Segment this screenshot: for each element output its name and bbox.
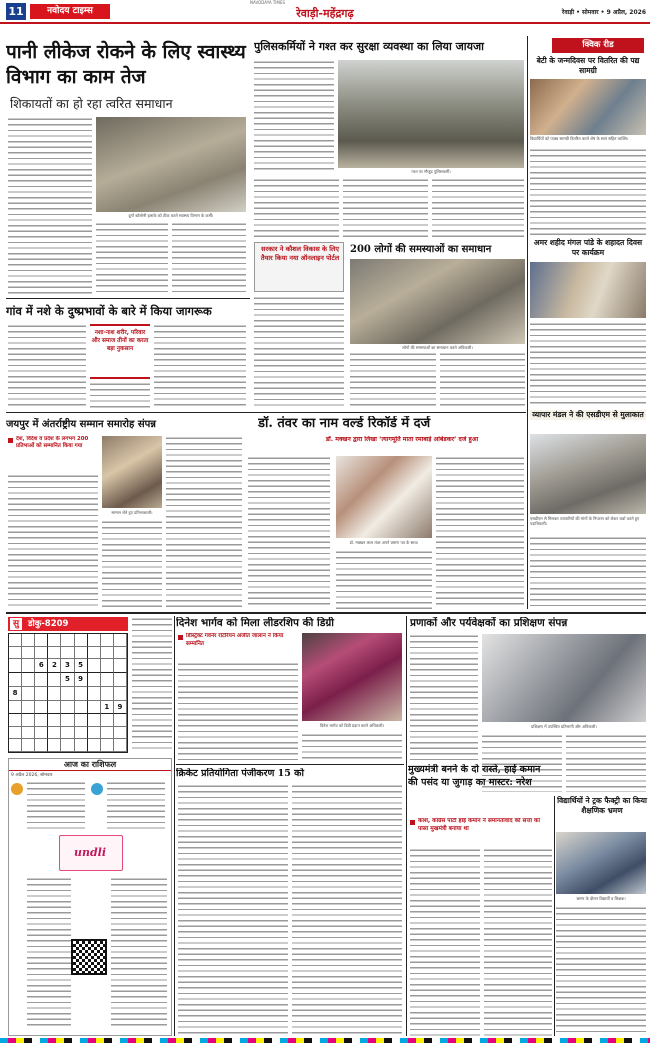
print-color-strip (0, 1038, 650, 1043)
sudoku-cell (22, 647, 35, 660)
cricket-text-col2 (292, 784, 402, 1036)
police-text-col2 (254, 178, 339, 240)
sudoku-cell (35, 647, 48, 660)
tanwar-headline: डॉ. तंवर का नाम वर्ल्ड रिकॉर्ड में दर्ज (258, 416, 431, 431)
sudoku-cell (75, 687, 88, 701)
police-photo (338, 60, 524, 168)
tanwar-text-col3 (436, 456, 524, 609)
police-text-col4 (432, 178, 524, 240)
tanwar-text-col2 (336, 550, 432, 609)
problems-photo (350, 259, 525, 344)
sudoku-cell (88, 739, 101, 752)
sudoku-cell (9, 673, 22, 687)
top-tiny-label: NAVODAYA TIMES (250, 0, 286, 5)
sarkar-text-2 (254, 358, 344, 408)
horoscope-col-left (27, 781, 85, 829)
sudoku-cell (61, 739, 74, 752)
sudoku-cell: 8 (9, 687, 22, 701)
cm-headline: मुख्यमंत्री बनने के दो रास्ते, हाई कमान की पसंद या जुगाड़ का मास्टर: नरेश (408, 764, 541, 788)
sudoku-cell: 3 (61, 659, 74, 673)
problems-caption: लोगों की समस्याओं का समाधान करते अधिकारी। (402, 345, 473, 350)
sudoku-cell (48, 714, 61, 727)
kundli-logo: undli (74, 846, 107, 859)
sudoku-cell (88, 673, 101, 687)
sudoku-cell (9, 714, 22, 727)
quick-read-label: क्विक रीड (552, 38, 644, 53)
police-text-col1 (254, 60, 334, 170)
sudoku-cell (35, 673, 48, 687)
sudoku-cell (48, 647, 61, 660)
sudoku-cell (101, 634, 114, 647)
horoscope-col-right-lower (111, 877, 167, 1027)
sudoku-cell (35, 701, 48, 715)
students-photo (556, 832, 646, 894)
problems-text-col1 (350, 352, 436, 408)
sidebar-divider (527, 36, 528, 609)
quick-read-text (530, 148, 646, 236)
jaipur-top-rule (6, 412, 526, 413)
students-headline: विद्यार्थियों ने ट्रक फैक्ट्री का किया शैक्षणिक भ्रमण (557, 796, 647, 815)
sudoku-cell (101, 673, 114, 687)
cricket-text-col1 (178, 784, 288, 1036)
jaipur-photo (102, 436, 162, 508)
sudoku-cell (114, 727, 127, 740)
paper-logo: नवोदय टाइम्स (30, 4, 110, 19)
sudoku-cell (9, 701, 22, 715)
horoscope-col-left-lower (27, 877, 71, 1027)
sudoku-cell (9, 647, 22, 660)
lead-headline: पानी लीकेज रोकने के लिए स्वास्थ्य विभाग का काम तेज (6, 41, 246, 88)
jaipur-caption: सम्मान लेते हुए प्रतिभाशाली। (111, 510, 153, 515)
sudoku-cell (101, 647, 114, 660)
page-number: 11 (6, 3, 26, 20)
training-caption: प्रशिक्षण में उपस्थित प्रतिभागी और अधिकारी। (531, 724, 597, 729)
sudoku-cell (35, 634, 48, 647)
cm-sub-mark (410, 820, 415, 825)
sudoku-cell (35, 714, 48, 727)
drugs-pullquote (90, 324, 150, 379)
sudoku-cell (9, 634, 22, 647)
lead-photo-caption: दुर्गा कॉलोनी इलाके को ठीक करते स्वास्थ्य विभाग के कर्मी। (128, 213, 214, 218)
jaipur-bullet (8, 436, 98, 470)
sudoku-cell (9, 659, 22, 673)
horoscope-sign-icon (91, 783, 103, 795)
sudoku-cell: 9 (75, 673, 88, 687)
sudoku-cell (48, 687, 61, 701)
horoscope-box (8, 758, 172, 1036)
bottom-section-rule (6, 612, 646, 614)
jaipur-bullet-mark (8, 438, 13, 443)
sudoku-cell: 1 (101, 701, 114, 715)
cm-sub-text: काश, कांग्रेस पार्टी हाई कमान ने समानतावाद को सत्ता का पासा मुखमंत्री बनाया था (418, 818, 540, 832)
sudoku-cell (35, 727, 48, 740)
sudoku-cell (88, 659, 101, 673)
problems-headline: 200 लोगों की समस्याओं का समाधान (350, 244, 492, 255)
sudoku-cell (88, 634, 101, 647)
students-text (556, 906, 646, 1036)
sudoku-cell (22, 673, 35, 687)
sudoku-cell (61, 634, 74, 647)
police-text-col3 (343, 178, 428, 240)
kundli-qr-code (71, 939, 107, 975)
bottom-divider-1 (174, 616, 175, 1036)
dinesh-photo (302, 633, 402, 721)
sudoku-cell (61, 647, 74, 660)
sudoku-cell (88, 714, 101, 727)
quick-read-photo (530, 79, 646, 135)
jaipur-text-col1 (8, 474, 98, 609)
sudoku-cell (114, 714, 127, 727)
drugs-pullquote-text: नशा-नाश शरीर, परिवार और समाज तीनों का करता बड़ा नुकसान (91, 330, 149, 353)
sudoku-cell (75, 739, 88, 752)
training-text-col1 (410, 634, 478, 760)
sudoku-cell (22, 634, 35, 647)
sudoku-cell (114, 659, 127, 673)
police-headline: पुलिसकर्मियों ने गश्त कर सुरक्षा व्यवस्था का लिया जायजा (254, 40, 485, 53)
masthead-bar (0, 0, 650, 24)
sudoku-cell (22, 701, 35, 715)
tanwar-caption: डॉ. मक्खन लाल तंवर अपने प्रमाण पत्र के साथ। (349, 540, 419, 545)
dinesh-text-col2 (302, 733, 402, 760)
sudoku-cell (22, 714, 35, 727)
sarkar-headline: सरकार ने कौशल विकास के लिए तैयार किया नया ऑनलाइन पोर्टल (260, 245, 340, 262)
sarkar-box (254, 242, 344, 292)
quick-read-headline: बेटी के जन्मदिवस पर वितरित की पद्य सामग्री (536, 56, 640, 75)
sudoku-cell (88, 701, 101, 715)
drugs-text-col3 (154, 324, 246, 409)
sudoku-cell (22, 739, 35, 752)
tanwar-subhead: डॉ. मक्खन द्वारा लिखा ‘त्यागमूर्ति माता रमाबाई आंबेडकर’ दर्ज हुआ (325, 436, 479, 443)
sudoku-cell (101, 727, 114, 740)
sudoku-cell (48, 739, 61, 752)
sudoku-cell (101, 739, 114, 752)
lead-photo (96, 117, 246, 212)
jaipur-headline: जयपुर में अंतर्राष्ट्रीय सम्मान समारोह संपन्न (6, 419, 156, 430)
dinesh-caption: दिनेश भार्गव को डिग्री प्रदान करते अधिकारी। (319, 723, 385, 728)
sudoku-cell (48, 727, 61, 740)
problems-text-col2 (440, 352, 525, 408)
cm-sub (410, 818, 550, 846)
police-photo-caption: गश्त पर मौजूद पुलिसकर्मी। (411, 169, 451, 174)
sudoku-cell (9, 739, 22, 752)
amar-photo (530, 262, 646, 318)
tanwar-photo (336, 456, 432, 538)
sudoku-cell (22, 659, 35, 673)
sudoku-label (8, 617, 128, 631)
drugs-text-col2 (90, 382, 150, 409)
sudoku-cell (22, 687, 35, 701)
drugs-headline: गांव में नशे के दुष्प्रभावों के बारे में किया जागरूक (6, 304, 212, 318)
horoscope-col-right (107, 781, 165, 829)
horoscope-sign-icon (11, 783, 23, 795)
sudoku-cell (48, 634, 61, 647)
sudoku-s-icon: सु (10, 618, 22, 630)
kundli-brand-panel (59, 835, 123, 871)
bottom-divider-3 (554, 796, 555, 1036)
jaipur-bullet-text: देश, विदेश व प्रदेश के लगभग 200 प्रतिभाओं को सम्मानित किया गया (16, 436, 89, 450)
jaipur-text-col3 (166, 436, 242, 609)
amar-headline: अमर शहीद मंगल पांडे के शहादत दिवस पर कार्यक्रम (533, 238, 643, 257)
drugs-text-col1 (8, 324, 86, 409)
sudoku-cell (61, 727, 74, 740)
lead-text-col1 (8, 117, 92, 295)
training-headline: प्रणाकों और पर्यवेक्षकों का प्रशिक्षण संपन्न (410, 617, 568, 629)
tanwar-text-col1 (248, 456, 330, 609)
section-name: रेवाड़ी-महेंद्रगढ़ (296, 7, 354, 20)
sudoku-cell (48, 701, 61, 715)
dinesh-sub-text: डिस्ट्रिक्ट गवर्नर रोटेरियन अजीत जालान ने किया सम्मानित (186, 633, 284, 647)
dinesh-sub (178, 633, 298, 659)
students-caption: भ्रमण के दौरान विद्यार्थी व शिक्षक। (576, 896, 626, 901)
sudoku-cell (61, 687, 74, 701)
sudoku-grid (8, 633, 128, 753)
vyapar-caption: एसडीएम से मिलकर व्यापारियों की मांगों के निपटान को लेकर चर्चा करते हुए पदाधिकारी। (530, 516, 640, 526)
cricket-top-rule (176, 764, 404, 765)
sudoku-cell (75, 714, 88, 727)
dinesh-sub-mark (178, 635, 183, 640)
bottom-divider-2 (406, 616, 407, 1036)
sudoku-cell (88, 727, 101, 740)
sudoku-cell (88, 687, 101, 701)
sudoku-cell (35, 739, 48, 752)
horoscope-date: 9 अप्रैल 2026, सोमवार (11, 773, 53, 778)
sudoku-cell (22, 727, 35, 740)
sudoku-cell (114, 647, 127, 660)
sudoku-cell (75, 701, 88, 715)
vyapar-headline: व्यापार मंडल ने की एसडीएम से मुलाकात (530, 410, 646, 420)
lead-text-col3 (172, 222, 246, 295)
lead-subhead: शिकायतों का हो रहा त्वरित समाधान (10, 96, 173, 111)
sudoku-cell (48, 673, 61, 687)
amar-text (530, 322, 646, 407)
sudoku-label-text: डोकु-8209 (28, 619, 69, 629)
quick-read-caption: विद्यार्थियों को पाठ्य सामग्री वितरित करते शेष के स्वयं सहित व्यक्ति। (530, 136, 629, 141)
drugs-top-rule (6, 298, 250, 299)
sudoku-cell (114, 739, 127, 752)
sudoku-cell: 6 (35, 659, 48, 673)
sudoku-cell (75, 727, 88, 740)
sudoku-cell: 5 (75, 659, 88, 673)
sudoku-cell (101, 714, 114, 727)
sudoku-cell: 9 (114, 701, 127, 715)
dinesh-text-col1 (178, 662, 298, 760)
lead-text-col2 (96, 222, 168, 295)
jaipur-text-col2 (102, 520, 162, 609)
sudoku-cell (9, 727, 22, 740)
cricket-headline: क्रिकेट प्रतियोगिता पंजीकरण 15 को (176, 768, 304, 779)
sudoku-cell (114, 634, 127, 647)
vyapar-text (530, 536, 646, 608)
horoscope-title: आज का राशिफल (9, 759, 171, 771)
sudoku-cell (61, 701, 74, 715)
sarkar-text (254, 296, 344, 356)
sudoku-cell (88, 647, 101, 660)
sudoku-cell: 2 (48, 659, 61, 673)
dinesh-headline: दिनेश भार्गव को मिला लीडरशिप की डिग्री (176, 617, 335, 629)
vyapar-photo (530, 434, 646, 514)
sudoku-cell (75, 647, 88, 660)
sudoku-cell (61, 714, 74, 727)
sudoku-cell (75, 634, 88, 647)
sudoku-cell: 5 (61, 673, 74, 687)
training-photo (482, 634, 646, 722)
sudoku-cell (101, 659, 114, 673)
cm-text-col2 (484, 848, 552, 1036)
training-text-col3 (566, 734, 646, 792)
date-line: रेवाड़ी • सोमवार • 9 अप्रैल, 2026 (561, 9, 646, 16)
sudoku-cell (114, 673, 127, 687)
sudoku-text (132, 617, 172, 753)
cm-text-col1 (410, 848, 480, 1036)
sudoku-cell (35, 687, 48, 701)
sudoku-cell (101, 687, 114, 701)
sudoku-cell (114, 687, 127, 701)
